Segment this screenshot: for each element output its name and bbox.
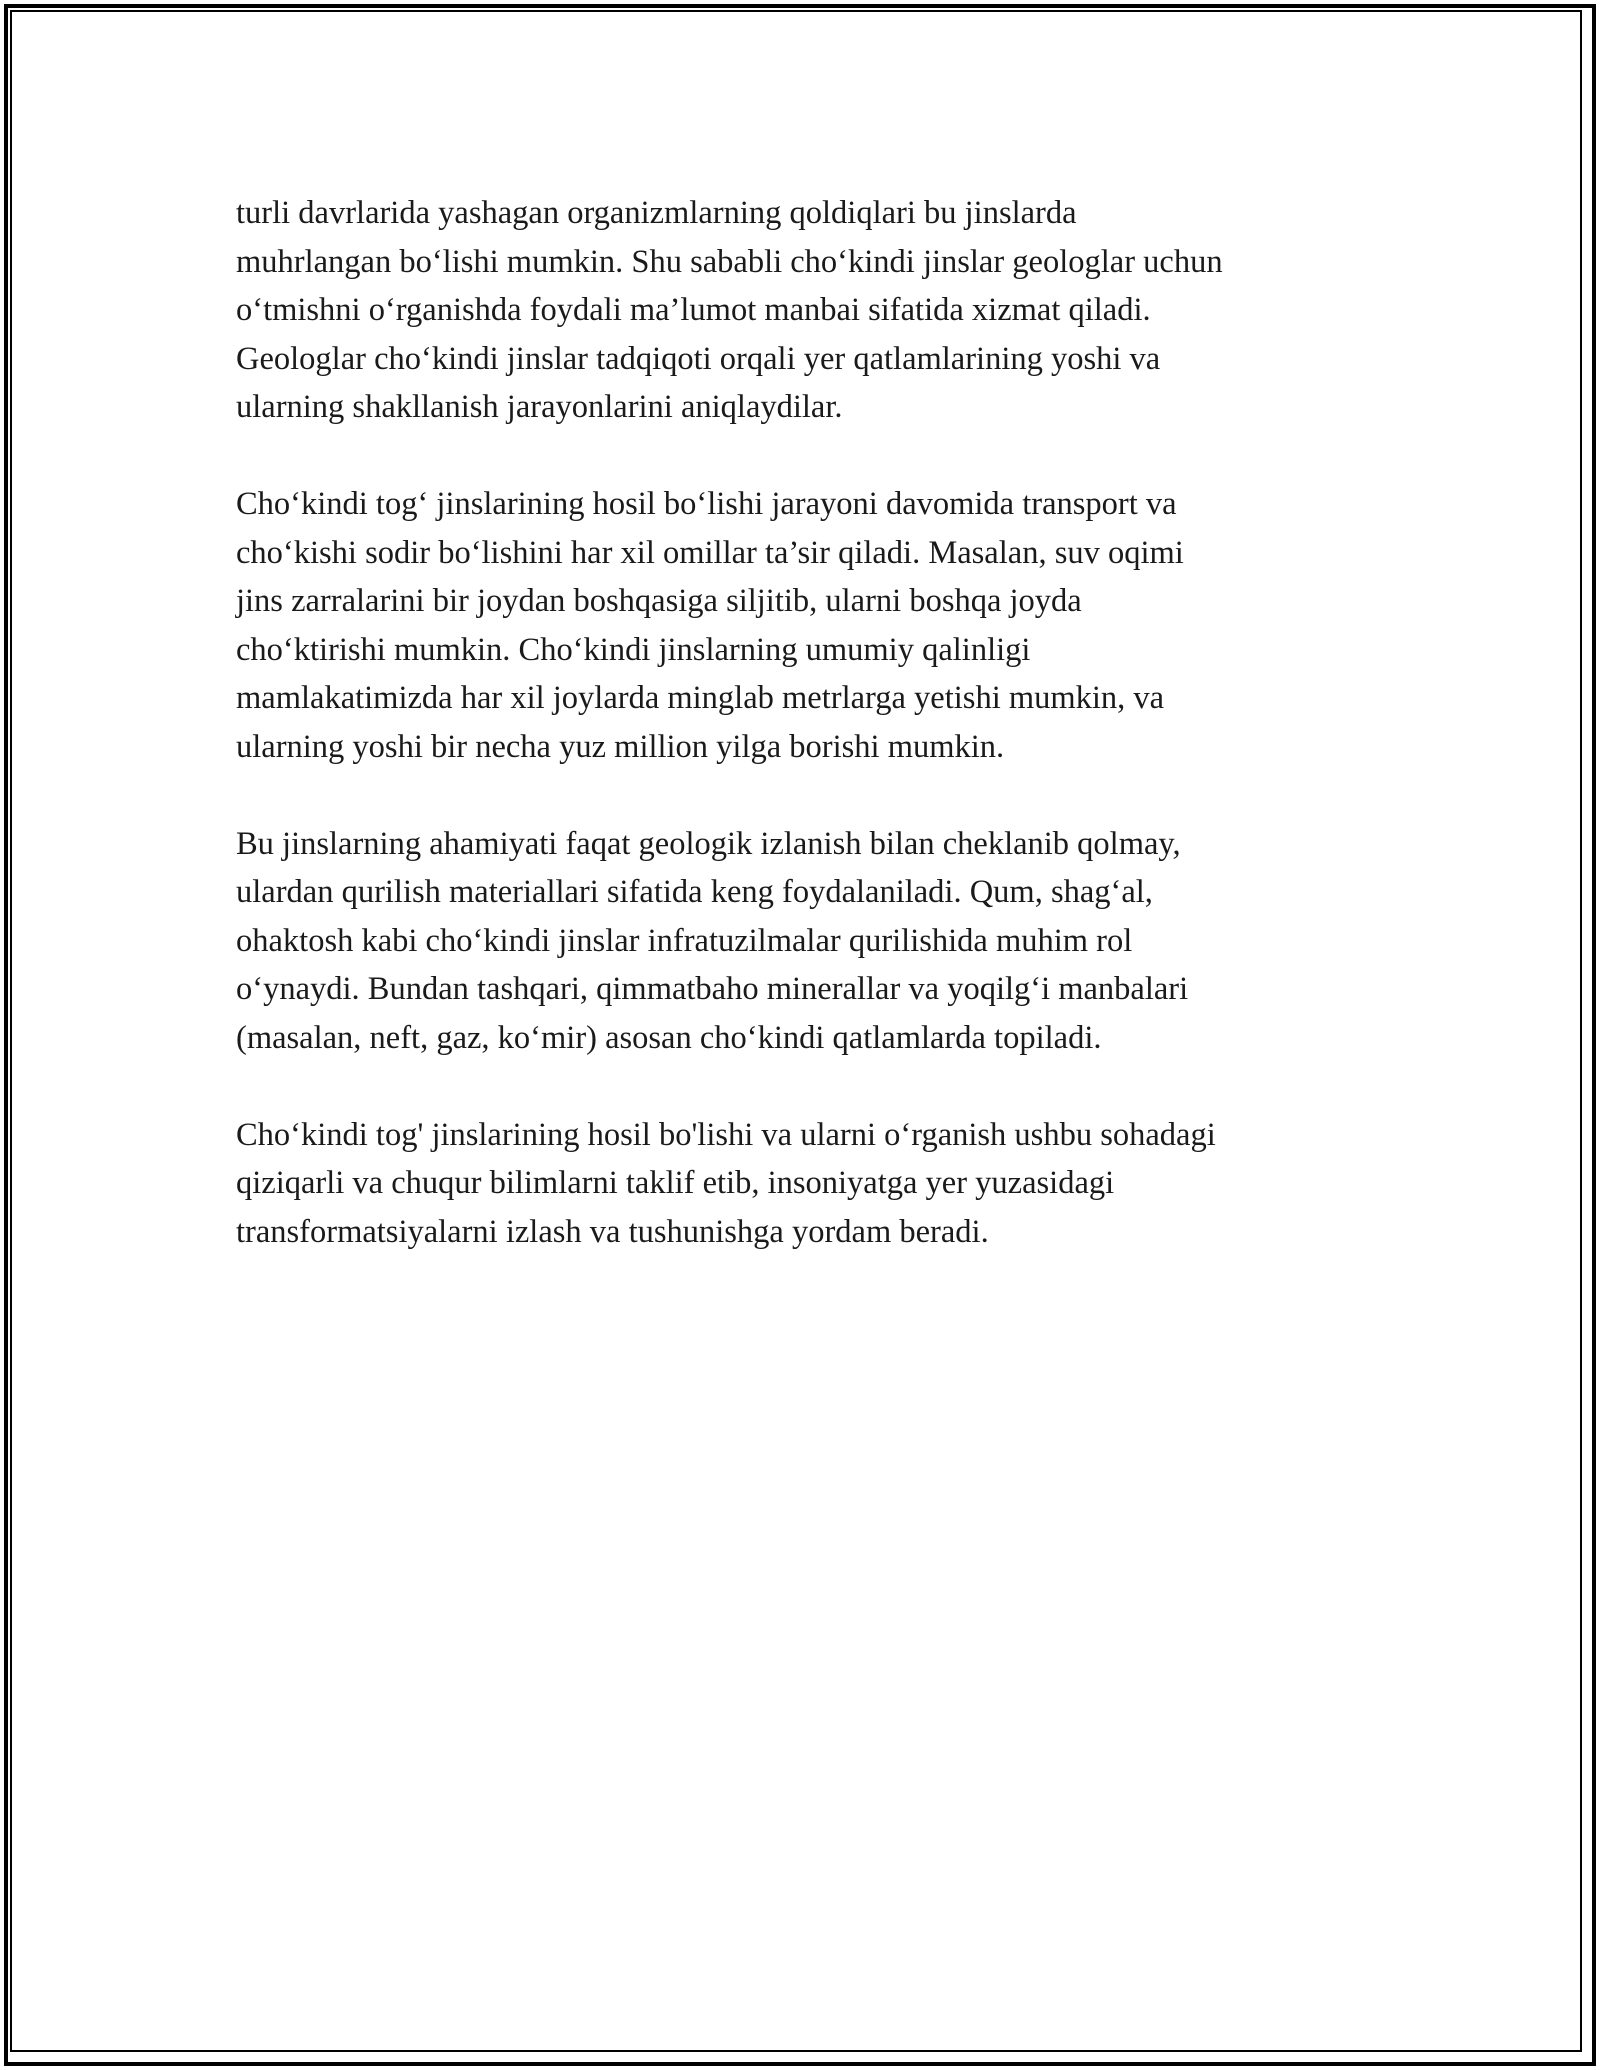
paragraph-2 <box>236 480 1366 771</box>
text-line: cho‘kishi sodir bo‘lishini har xil omillar ta’sir qiladi. Masalan, suv oqimi <box>236 534 1184 571</box>
text-line: Geologlar cho‘kindi jinslar tadqiqoti orqali yer qatlamlarining yoshi va <box>236 340 1161 377</box>
text-line: (masalan, neft, gaz, ko‘mir) asosan cho‘kindi qatlamlarda topiladi. <box>236 1019 1102 1056</box>
text-line: transformatsiyalarni izlash va tushunishga yordam beradi. <box>236 1213 989 1250</box>
text-line: cho‘ktirishi mumkin. Cho‘kindi jinslarning umumiy qalinligi <box>236 631 1031 668</box>
text-line: ohaktosh kabi cho‘kindi jinslar infratuzilmalar qurilishida muhim rol <box>236 922 1133 959</box>
paragraph-3 <box>236 820 1366 1063</box>
paragraph-4 <box>236 1111 1366 1257</box>
paragraph-1 <box>236 189 1366 432</box>
text-line: mamlakatimizda har xil joylarda minglab metrlarga yetishi mumkin, va <box>236 680 1165 716</box>
text-line: jins zarralarini bir joydan boshqasiga siljitib, ularni boshqa joyda <box>236 583 1082 619</box>
text-line: o‘ynaydi. Bundan tashqari, qimmatbaho minerallar va yoqilg‘i manbalari <box>236 971 1189 1007</box>
text-line: ulardan qurilish materiallari sifatida keng foydalaniladi. Qum, shag‘al, <box>236 874 1153 910</box>
text-line: Bu jinslarning ahamiyati faqat geologik izlanish bilan cheklanib qolmay, <box>236 825 1181 862</box>
text-line: o‘tmishni o‘rganishda foydali ma’lumot manbai sifatida xizmat qiladi. <box>236 292 1151 328</box>
text-line: muhrlangan bo‘lishi mumkin. Shu sababli cho‘kindi jinslar geologlar uchun <box>236 243 1223 280</box>
text-line: ularning yoshi bir necha yuz million yilga borishi mumkin. <box>236 728 1005 765</box>
text-line: Cho‘kindi tog' jinslarining hosil bo'lishi va ularni o‘rganish ushbu sohadagi <box>236 1116 1216 1153</box>
text-line: Cho‘kindi tog‘ jinslarining hosil bo‘lishi jarayoni davomida transport va <box>236 486 1177 522</box>
text-line: ularning shakllanish jarayonlarini aniqlaydilar. <box>236 389 843 425</box>
text-line: turli davrlarida yashagan organizmlarning qoldiqlari bu jinslarda <box>236 195 1077 231</box>
text-line: qiziqarli va chuqur bilimlarni taklif etib, insoniyatga yer yuzasidagi <box>236 1165 1115 1201</box>
document-body <box>236 189 1366 1305</box>
